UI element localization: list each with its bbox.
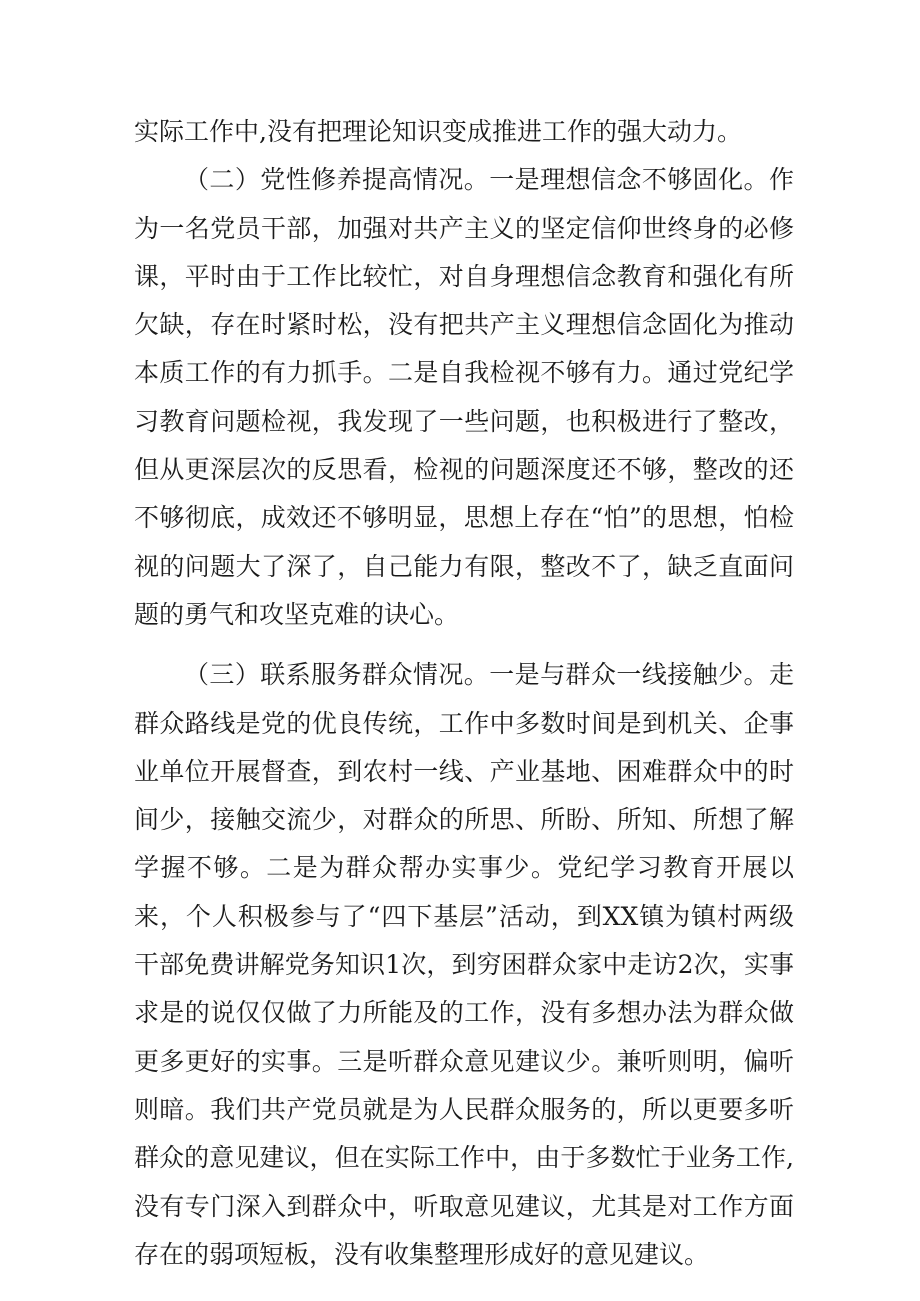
- paragraph-serving-masses: （三）联系服务群众情况。一是与群众一线接触少。走群众路线是党的优良传统，工作中多数时间是到机关、企事业单位开展督查，到农村一线、产业基地、困难群众中的时间少，接触交流少，对群众的所思、所盼、所知、所想了解学握不够。二是为群众帮办实事少。党纪学习教育开展以来，个人积极参与了“四下基层”活动，到XX镇为镇村两级干部免费讲解党务知识1次，到穷困群众家中走访2次，实事求是的说仅仅做了力所能及的工作，没有多想办法为群众做更多更好的实事。三是听群众意见建议少。兼听则明，偏听则暗。我们共产党员就是为人民群众服务的，所以更要多听群众的意见建议，但在实际工作中，由于多数忙于业务工作,没有专门深入到群众中，听取意见建议，尤其是对工作方面存在的弱项短板，没有收集整理形成好的意见建议。: [134, 660, 794, 1269]
- document-body: [134, 108, 794, 1279]
- paragraph-party-cultivation: （二）党性修养提高情况。一是理想信念不够固化。作为一名党员干部，加强对共产主义的坚定信仰世终身的必修课，平时由于工作比较忙，对自身理想信念教育和强化有所欠缺，存在时紧时松，没有把共产主义理想信念固化为推动本质工作的有力抓手。二是自我检视不够有力。通过党纪学习教育问题检视，我发现了一些问题，也积极进行了整改，但从更深层次的反思看，检视的问题深度还不够，整改的还不够彻底，成效还不够明显，思想上存在“怕”的思想，怕检视的问题大了深了，自己能力有限，整改不了，缺乏直面问题的勇气和攻坚克难的诀心。: [134, 165, 794, 629]
- paragraph-continuation: 实际工作中,没有把理论知识变成推进工作的强大动力。: [134, 117, 742, 146]
